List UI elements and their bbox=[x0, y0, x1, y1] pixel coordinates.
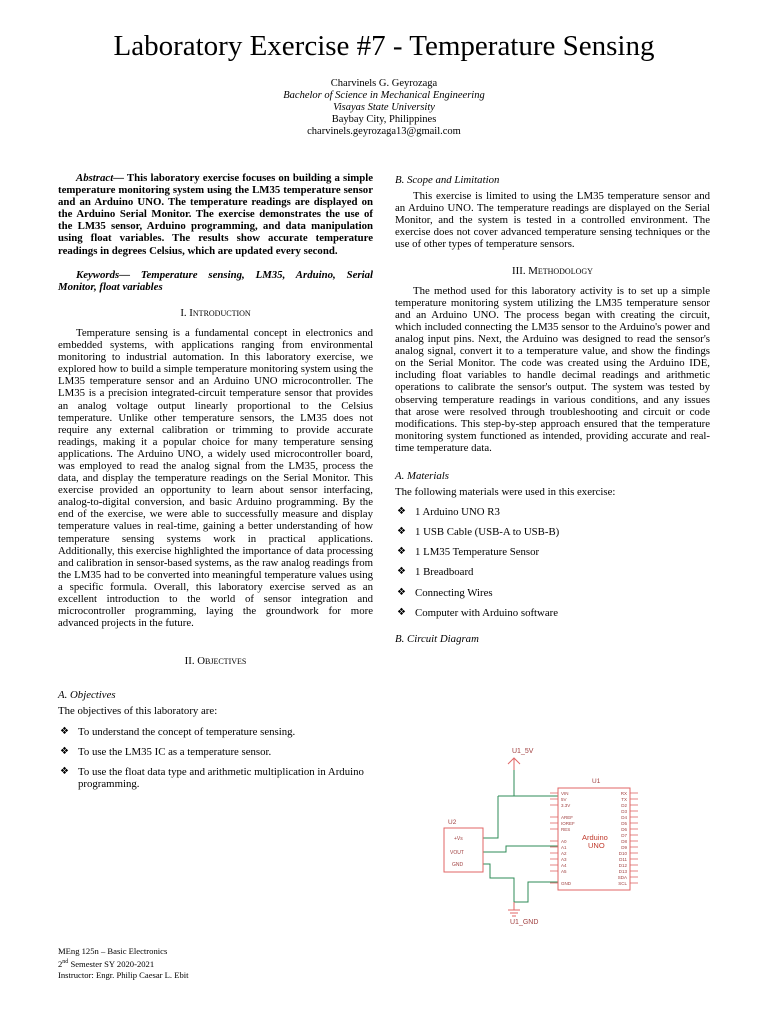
materials-subheading: A. Materials bbox=[395, 469, 449, 482]
arduino-pin-label: A3 bbox=[561, 857, 567, 862]
u2-label: U2 bbox=[448, 819, 457, 826]
lm-pin-gnd: GND bbox=[452, 862, 464, 868]
arduino-pin-label: D7 bbox=[621, 833, 627, 838]
arduino-pin-label: GND bbox=[561, 881, 571, 886]
wire-gnd bbox=[514, 882, 558, 902]
arduino-pin-label: D12 bbox=[618, 863, 627, 868]
keywords-lead: Keywords— bbox=[76, 268, 130, 281]
arduino-pin-label: RX bbox=[620, 791, 627, 796]
lm-pin-vs: +Vs bbox=[454, 836, 463, 842]
arduino-pin-label: D3 bbox=[621, 809, 627, 814]
keywords bbox=[58, 269, 373, 293]
footer bbox=[58, 946, 189, 981]
arduino-pin-label: A5 bbox=[561, 869, 567, 874]
u1-label: U1 bbox=[592, 778, 601, 785]
author-degree: Bachelor of Science in Mechanical Engineering bbox=[283, 90, 485, 101]
methodology-heading: III. Methodology bbox=[512, 264, 593, 277]
arduino-right-pins bbox=[618, 791, 638, 886]
material-item: ❖ 1 USB Cable (USB-A to USB-B) bbox=[395, 526, 710, 538]
wire-lm-gnd bbox=[483, 864, 514, 902]
introduction-heading: I. Introduction bbox=[180, 306, 251, 319]
material-item: ❖ 1 LM35 Temperature Sensor bbox=[395, 546, 710, 558]
arduino-pin-label: D11 bbox=[619, 857, 627, 862]
vcc-symbol bbox=[508, 758, 520, 770]
abstract-text: This laboratory exercise focuses on building a simple temperature monitoring system using the LM35 temperature sensor and an Arduino UNO. The temperature readings are displayed on the Arduino Serial Monitor. The exercise demonstrates the use of the LM35 sensor, Arduino programming, and data manipulation using float variables. The results show accurate temperature readings in degrees Celsius, which are updated every second. bbox=[58, 172, 373, 257]
abstract-lead: Abstract— bbox=[76, 172, 124, 184]
wire-vout bbox=[483, 846, 558, 852]
arduino-pin-label: D10 bbox=[618, 851, 627, 856]
arduino-pin-label: D9 bbox=[621, 845, 627, 850]
wire-5v bbox=[514, 770, 558, 802]
objective-item: ❖ To understand the concept of temperature sensing. bbox=[58, 726, 373, 738]
keywords-text: Temperature sensing, LM35, Arduino, Serial Monitor, float variables bbox=[58, 268, 373, 293]
abstract bbox=[58, 172, 373, 257]
scope-text: This exercise is limited to using the LM35 temperature sensor and an Arduino UNO. The temperature readings are displayed on the Serial Monitor, and the system is tested in a controlled environment. The exercise does not cover advanced temperature sensing techniques or the use of other types of temperature sensors. bbox=[395, 190, 710, 251]
wire-lm-vs bbox=[483, 796, 514, 838]
scope-subheading: B. Scope and Limitation bbox=[395, 174, 500, 186]
arduino-pin-label: AREF bbox=[561, 815, 574, 820]
objective-item: ❖ To use the float data type and arithmetic multiplication in Arduino programming. bbox=[58, 766, 373, 790]
arduino-pin-label: A4 bbox=[561, 863, 567, 868]
footer-course: MEng 125n – Basic Electronics bbox=[58, 946, 168, 956]
footer-instructor: Instructor: Engr. Philip Caesar L. Ebit bbox=[58, 969, 189, 980]
author-name: Charvinels G. Geyrozaga bbox=[330, 78, 438, 89]
arduino-pin-label: A1 bbox=[561, 845, 567, 850]
material-item: ❖ Connecting Wires bbox=[395, 587, 710, 599]
arduino-left-pins bbox=[550, 791, 575, 886]
arduino-pin-label: 5V bbox=[561, 797, 567, 802]
arduino-pin-label: A2 bbox=[561, 851, 567, 856]
objectives-heading: II. Objectives bbox=[184, 655, 247, 668]
objectives-subheading: A. Objectives bbox=[58, 689, 116, 702]
arduino-pin-label: RES bbox=[561, 827, 571, 832]
material-item: ❖ 1 Breadboard bbox=[395, 566, 710, 578]
arduino-label: Arduino bbox=[582, 833, 608, 842]
right-column bbox=[395, 172, 710, 649]
arduino-pin-label: D4 bbox=[621, 815, 627, 820]
author-university: Visayas State University bbox=[333, 102, 435, 113]
arduino-pin-label: A0 bbox=[561, 839, 567, 844]
introduction-text: Temperature sensing is a fundamental concept in electronics and embedded systems, with applications ranging from environmental monitoring to industrial automation. In this laboratory exercise, we explored how to build a simple temperature monitoring system using the LM35 temperature sensor and an Arduino UNO microcontroller. The LM35 is a precision integrated-circuit temperature sensor that provides an analog voltage output linearly proportional to the Celsius temperature. Unlike other temperature sensors, the LM35 does not require any external calibration or trimming to provide accurate readings, making it a popular choice for many temperature sensing applications. The Arduino UNO, a widely used microcontroller board, was employed to read the analog signal from the LM35, process the data, and display the temperature readings on the Serial Monitor. This exercise provided an opportunity to learn about sensor interfacing, analog-to-digital conversion, and basic Arduino programming. By the end of the exercise, we were able to successfully measure and display temperature values in real-time, gaining a better understanding of how temperature sensing systems work in practical applications. Additionally, this exercise highlighted the importance of data processing and calibration in sensor-based systems, as the raw analog readings from the LM35 had to be converted into meaningful temperature values using a specific formula. Overall, this laboratory exercise served as an excellent introduction to the world of sensor integration and microcontroller programming, laying the groundwork for more advanced projects in the future. bbox=[58, 326, 373, 630]
vcc-label: U1_5V bbox=[512, 748, 534, 755]
arduino-pin-label: D5 bbox=[621, 821, 627, 826]
arduino-pin-label: IOREF bbox=[561, 821, 575, 826]
gnd-label: U1_GND bbox=[510, 919, 539, 926]
objective-item: ❖ To use the LM35 IC as a temperature sensor. bbox=[58, 746, 373, 758]
arduino-pin-label: D13 bbox=[618, 869, 627, 874]
arduino-pin-label: D6 bbox=[621, 827, 627, 832]
materials-list bbox=[395, 506, 710, 619]
footer-semester: 2nd Semester SY 2020-2021 bbox=[58, 958, 155, 969]
objectives-list bbox=[58, 726, 373, 790]
author-email[interactable]: charvinels.geyrozaga13@gmail.com bbox=[307, 126, 461, 137]
methodology-text: The method used for this laboratory activity is to set up a simple temperature monitoring system utilizing the LM35 temperature sensor and an Arduino UNO. The process began with creating the circuit, which included connecting the LM35 sensor to the Arduino's power and analog input pins. Next, the Arduino was designed to read the sensor's analog signal, convert it to a temperature value, and show the findings on the Serial Monitor. The code was created using the Arduino IDE, including float variables to handle decimal readings and arithmetic operations to calibrate the sensor's output. The system was tested by observing temperature readings in various conditions, and any issues that arose were resolved through troubleshooting and circuit or code modifications. This step-by-step approach ensured that the temperature monitoring system functioned as intended, providing accurate and real-time temperature data. bbox=[395, 284, 710, 454]
paper-title: Laboratory Exercise #7 - Temperature Sensing bbox=[113, 30, 655, 62]
author-block bbox=[0, 78, 768, 138]
gnd-symbol bbox=[508, 902, 520, 916]
arduino-pin-label: 3.3V bbox=[561, 803, 571, 808]
materials-intro: The following materials were used in this exercise: bbox=[395, 486, 616, 499]
circuit-diagram bbox=[428, 742, 668, 928]
objectives-intro: The objectives of this laboratory are: bbox=[58, 705, 218, 718]
lm-pin-vout: VOUT bbox=[450, 850, 464, 856]
arduino-pin-label: D2 bbox=[621, 803, 627, 808]
author-location: Baybay City, Philippines bbox=[331, 114, 437, 125]
wires bbox=[483, 770, 558, 902]
arduino-pin-label: D8 bbox=[621, 839, 627, 844]
uno-label: UNO bbox=[588, 841, 605, 850]
left-column bbox=[58, 172, 373, 798]
material-item: ❖ Computer with Arduino software bbox=[395, 607, 710, 619]
arduino-pin-label: VIN bbox=[561, 791, 569, 796]
arduino-pin-label: SDA bbox=[617, 875, 627, 880]
arduino-pin-label: SCL bbox=[618, 881, 627, 886]
material-item: ❖ 1 Arduino UNO R3 bbox=[395, 506, 710, 518]
arduino-pin-label: TX bbox=[621, 797, 627, 802]
circuit-subheading: B. Circuit Diagram bbox=[395, 632, 479, 645]
